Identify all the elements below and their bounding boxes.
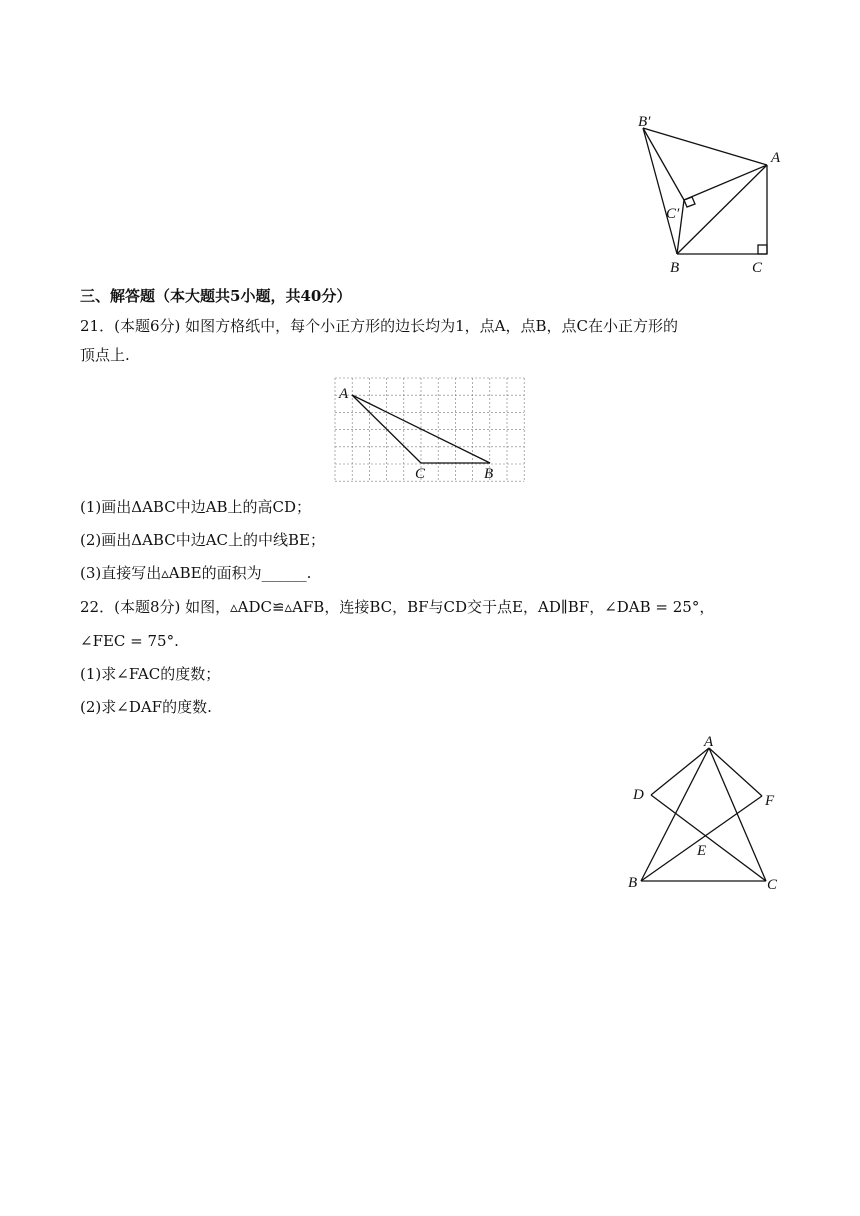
q21-item2: (2)画出ΔABC中边AC上的中线BE； (80, 531, 325, 549)
q21-grid-figure (330, 372, 530, 484)
q22-label-f: F (765, 793, 775, 809)
grid-label-b: B (484, 466, 494, 482)
segment-d-c (651, 795, 766, 881)
q22-item2: (2)求∠DAF的度数. (80, 698, 212, 716)
section-heading: 三、解答题（本大题共5小题，共40分） (80, 287, 352, 305)
label-cprime: C′ (666, 206, 680, 222)
q22-label-b: B (628, 875, 638, 891)
triangle-side-ab (352, 395, 490, 463)
grid-lines (335, 378, 524, 481)
right-angle-mark-cprime (684, 197, 695, 207)
q22-item1: (1)求∠FAC的度数； (80, 665, 221, 683)
segment-b-f (641, 796, 762, 881)
q22-figure (620, 728, 790, 896)
segment-a-f (709, 748, 762, 796)
label-bprime: B′ (638, 114, 651, 130)
q22-intro-line2: ∠FEC = 75°. (80, 632, 179, 650)
label-a: A (771, 150, 781, 166)
q22-label-e: E (697, 843, 707, 859)
grid-label-a: A (339, 386, 349, 402)
segment-bprime-b (643, 128, 677, 254)
q21-intro-line2: 顶点上. (80, 346, 130, 364)
q22-label-d: D (633, 787, 644, 803)
q21-item3: (3)直接写出▵ABE的面积为______. (80, 564, 312, 582)
segment-a-cprime (684, 165, 767, 200)
q22-intro-line1: 22．(本题8分) 如图，▵ADC≌▵AFB，连接BC，BF与CD交于点E，AD∥BF，∠DAB = 25°， (80, 598, 715, 616)
label-b: B (670, 260, 680, 276)
right-angle-mark-c (758, 245, 767, 254)
triangle-side-ac (352, 395, 421, 463)
q21-item1: (1)画出ΔABC中边AB上的高CD； (80, 498, 312, 516)
figure-top-triangles (620, 105, 800, 280)
q22-label-a: A (704, 734, 714, 750)
segment-a-c (709, 748, 766, 881)
segment-a-d (651, 748, 709, 795)
grid-label-c: C (415, 466, 426, 482)
q22-label-c: C (767, 877, 778, 893)
q21-intro-line1: 21．(本题6分) 如图方格纸中，每个小正方形的边长均为1，点A，点B，点C在小正方形的 (80, 317, 678, 335)
segment-a-b (641, 748, 709, 881)
label-c: C (752, 260, 763, 276)
segment-a-b (677, 165, 767, 254)
